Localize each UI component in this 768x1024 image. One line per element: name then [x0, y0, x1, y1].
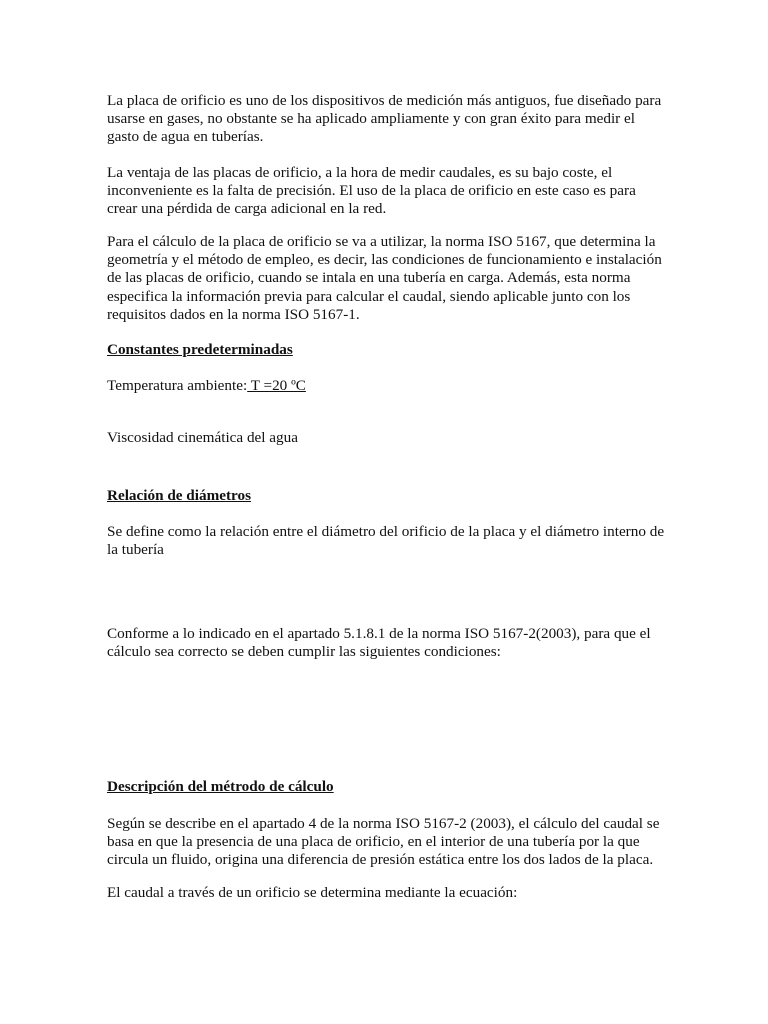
- text-line: requisitos dados en la norma ISO 5167-1.: [107, 305, 360, 323]
- text-line: especifica la información previa para calcular el caudal, siendo aplicable junto con los: [107, 287, 631, 305]
- text-line: basa en que la presencia de una placa de orificio, en el interior de una tubería por la que: [107, 833, 640, 851]
- temperature-value: T =20 ºC: [247, 377, 306, 394]
- text-line: crear una pérdida de carga adicional en la red.: [107, 200, 387, 218]
- text-line: la tubería: [107, 541, 164, 559]
- heading-method: Descripción del métrodo de cálculo: [107, 778, 334, 795]
- paragraph-method: [107, 815, 667, 870]
- heading-constants: Constantes predeterminadas: [107, 341, 293, 358]
- text-line: de las placas de orificio, cuando se intala en una tubería en carga. Además, esta norma: [107, 269, 631, 287]
- temperature-label: Temperatura ambiente:: [107, 377, 248, 394]
- paragraph-iso-standard: [107, 233, 667, 324]
- paragraph-intro: [107, 92, 667, 147]
- text-line: geometría y el método de empleo, es decir, las condiciones de funcionamiento e instalación: [107, 251, 662, 269]
- paragraph-conditions: [107, 625, 667, 661]
- text-line: inconveniente es la falta de precisión. El uso de la placa de orificio en este caso es para: [107, 182, 636, 200]
- text-line: usarse en gases, no obstante se ha aplicado ampliamente y con gran éxito para medir el: [107, 110, 635, 128]
- viscosity-label: Viscosidad cinemática del agua: [107, 429, 298, 446]
- text-line: Según se describe en el apartado 4 de la norma ISO 5167-2 (2003), el cálculo del caudal se: [107, 815, 660, 832]
- text-line: La ventaja de las placas de orificio, a la hora de medir caudales, es su bajo coste, el: [107, 164, 613, 181]
- text-line: Para el cálculo de la placa de orificio se va a utilizar, la norma ISO 5167, que determina la: [107, 233, 656, 250]
- text-line: Se define como la relación entre el diámetro del orificio de la placa y el diámetro interno de: [107, 523, 665, 540]
- text-line: gasto de agua en tuberías.: [107, 128, 264, 146]
- text-line: circula un fluido, origina una diferencia de presión estática entre los dos lados de la placa.: [107, 851, 654, 869]
- temperature-line: [107, 377, 667, 395]
- heading-diameter-ratio: Relación de diámetros: [107, 487, 251, 504]
- text-line: Conforme a lo indicado en el apartado 5.1.8.1 de la norma ISO 5167-2(2003), para que el: [107, 625, 651, 642]
- paragraph-ratio-definition: [107, 523, 667, 559]
- text-line: La placa de orificio es uno de los dispositivos de medición más antiguos, fue diseñado para: [107, 92, 662, 109]
- paragraph-advantage: [107, 164, 667, 219]
- paragraph-equation: El caudal a través de un orificio se determina mediante la ecuación:: [107, 884, 518, 901]
- text-line: cálculo sea correcto se deben cumplir las siguientes condiciones:: [107, 643, 501, 661]
